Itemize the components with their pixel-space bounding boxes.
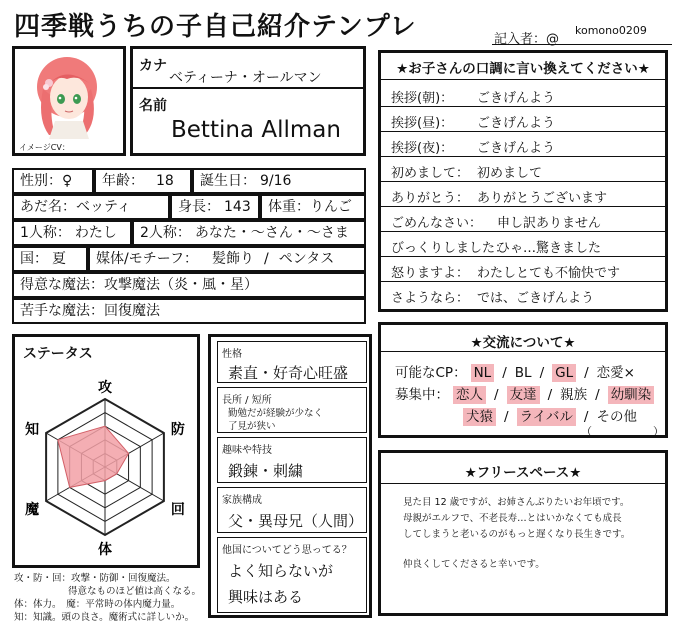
second-person-field [132,220,366,246]
bad-magic-field [12,298,366,324]
speech-key: びっくりしました： [391,241,509,256]
speech-key: 挨拶(朝)： [391,91,454,106]
recruit-row-2 [459,405,641,425]
nickname-field [12,194,170,220]
status-radar-chart [15,367,197,563]
speech-row [391,287,594,306]
speech-key: ありがとう： [391,191,470,206]
name-value: Bettina Allman [171,117,341,143]
radar-axis-label: 防 [170,422,185,438]
nickname-value: ベッティ [76,199,131,215]
bad-magic-label: 苦手な魔法： [20,303,104,319]
speech-box [378,50,668,312]
list-separator: / [583,409,589,425]
motif-value-1: 髪飾り [212,251,255,267]
list-separator: / [502,365,507,381]
speech-key: ごめんなさい： [391,216,483,231]
author-name: komono0209 [575,24,647,37]
nickname-label: あだ名： [20,199,76,215]
character-portrait [15,49,123,139]
speech-value: ひゃ…驚きました [497,241,602,256]
personality-value: 素直・好奇心旺盛 [228,364,349,382]
opinion-label: 他国についてどう思ってる？ [222,545,352,556]
family-label: 家族構成 [222,495,262,506]
hobby-label: 趣味や特技 [222,445,272,456]
speech-divider [381,281,665,282]
status-notes [14,572,214,624]
country-field [12,246,88,272]
free-line-4 [403,543,630,557]
country-label: 国： [20,251,48,267]
speech-divider [381,131,665,132]
tag-item: ライバル [517,408,576,426]
tag-item: BL [514,365,532,381]
first-person-field [12,220,132,246]
portrait-box [12,46,126,156]
first-person-value: わたし [74,225,117,241]
tag-item: 親族 [560,387,588,403]
exchange-box [378,322,668,438]
speech-value: ごきげんよう [477,116,556,131]
strength-value-2: 了見が狭い [228,421,276,432]
speech-row [391,237,601,256]
speech-row [391,187,607,206]
age-label: 年齢： [102,173,144,189]
speech-divider [381,231,665,232]
status-header: ステータス [23,346,93,362]
strength-value-1: 勤勉だが経験が少なく [228,408,324,419]
age-value: 18 [156,173,174,189]
height-field [170,194,260,220]
speech-key: 挨拶(昼)： [391,116,454,131]
speech-value: ごきげんよう [477,141,556,156]
speech-row [391,212,601,231]
radar-axis-label: 体 [98,542,112,558]
kana-label: カナ [139,58,167,74]
radar-axis-label: 回 [170,502,185,518]
other-open-paren: （ [581,425,592,438]
author-underline [492,44,672,45]
speech-key: 初めまして： [391,166,470,181]
height-value: 143 [224,199,251,215]
speech-value: わたしとても不愉快です [477,266,621,281]
list-separator: / [547,387,553,403]
opinion-value-2: 興味はある [228,588,304,606]
radar-axis-label: 知 [25,422,40,438]
status-note-2: 得意なものほど値は高くなる。 [68,586,202,597]
cp-row [395,361,639,381]
speech-key: 怒りますよ： [391,266,470,281]
speech-divider [381,156,665,157]
birthday-field [192,168,366,194]
speech-divider [381,181,665,182]
recruit-row [395,383,658,403]
sex-label: 性別：♀ [20,173,73,189]
speech-key: さようなら： [391,291,470,306]
speech-header: ★お子さんの口調に言い換えてください★ [396,61,650,77]
speech-divider [381,206,665,207]
free-line-1: 見た目 12 歳ですが、お姉さんぶりたいお年頃です。 [403,497,630,508]
personality-panel [217,341,367,383]
weight-label: 体重： [268,199,310,215]
speech-row [391,112,555,131]
speech-row [391,162,542,181]
hobby-panel [217,437,367,483]
radar-axis-label: 攻 [98,380,112,396]
first-person-label: 1人称： [20,225,71,241]
height-label: 身長： [178,199,220,215]
sex-field [12,168,94,194]
weight-field [260,194,366,220]
free-line-3: してしまうと老いるのがもっと遅くなり長生きです。 [403,529,631,540]
persona-box [208,334,372,618]
radar-axis-label: 魔 [25,502,40,518]
tag-item: 幼馴染 [608,386,655,404]
status-note-1: 攻・防・回：攻撃・防御・回復魔法。 [14,573,176,584]
speech-value: では、ごきげんよう [477,291,595,306]
strength-label: 長所 / 短所 [222,395,272,406]
age-field [94,168,192,194]
personality-label: 性格 [222,349,242,360]
weight-value: りんご [310,199,352,215]
free-space-box [378,450,668,616]
speech-row [391,87,555,106]
status-note-4: 知：知識。頭の良さ。魔術式に詳しいか。 [14,612,195,623]
bad-magic-value: 回復魔法 [104,303,160,319]
speech-value: 申し訳ありません [497,216,602,231]
tag-item: 犬猿 [463,408,496,426]
second-person-label: 2人称： [140,225,191,241]
author-label: 記入者：@ [494,32,560,47]
family-panel [217,487,367,533]
tag-item: その他 [596,409,637,425]
list-separator: / [584,365,589,381]
speech-divider [381,256,665,257]
tag-item: 友達 [507,386,540,404]
opinion-panel [217,537,367,613]
speech-key: 挨拶(夜)： [391,141,454,156]
speech-value: ありがとうございます [477,191,608,206]
free-space-text [403,495,630,573]
birthday-value: 9/16 [260,173,292,189]
good-magic-label: 得意な魔法： [20,277,104,293]
speech-value: 初めまして [477,166,543,181]
name-card [130,46,366,156]
cp-label: 可能なCP： [395,365,467,381]
free-line-2: 母親がエルフで、不老長寿…とはいかなくても成長 [403,513,622,524]
list-separator: / [494,387,499,403]
list-separator: / [595,387,600,403]
speech-row [391,262,620,281]
opinion-value-1: よく知らないが [228,562,334,580]
speech-row [391,137,555,156]
motif-field [88,246,366,272]
radar-value-area [58,426,129,487]
other-close-paren: ） [653,425,664,438]
exchange-header: ★交流について★ [470,335,576,351]
tag-item: NL [471,364,495,382]
country-value: 夏 [52,251,66,267]
page-title: 四季戦うちの子自己紹介テンプレ [14,12,417,42]
list-separator: / [504,409,509,425]
status-box [12,334,200,568]
kana-value: ベティーナ・オールマン [169,70,322,86]
hobby-value: 鍛錬・刺繍 [228,462,304,480]
status-note-3: 体：体力。 魔：平常時の体内魔力量。 [14,599,181,610]
second-person-value: あなた・〜さん・〜さま [194,225,349,241]
speech-value: ごきげんよう [477,91,556,106]
list-separator: / [539,365,545,381]
free-space-header: ★フリースペース★ [464,465,582,481]
family-value: 父・異母兄（人間） [228,512,364,530]
recruit-label: 募集中： [395,387,449,403]
motif-separator: / [264,251,269,267]
tag-item: 恋愛× [596,365,635,381]
good-magic-value: 攻撃魔法（炎・風・星） [104,277,258,293]
birthday-label: 誕生日： [200,173,256,189]
tag-item: 恋人 [453,386,486,404]
cv-label: イメージCV： [19,143,70,152]
speech-divider [381,106,665,107]
strength-panel [217,387,367,433]
motif-label: 媒体/モチーフ： [96,251,199,267]
name-label: 名前 [139,98,167,114]
tag-item: GL [552,364,576,382]
free-line-5: 仲良くしてくださると幸いです。 [403,559,545,570]
good-magic-field [12,272,366,298]
motif-value-2: ペンタス [278,251,335,267]
